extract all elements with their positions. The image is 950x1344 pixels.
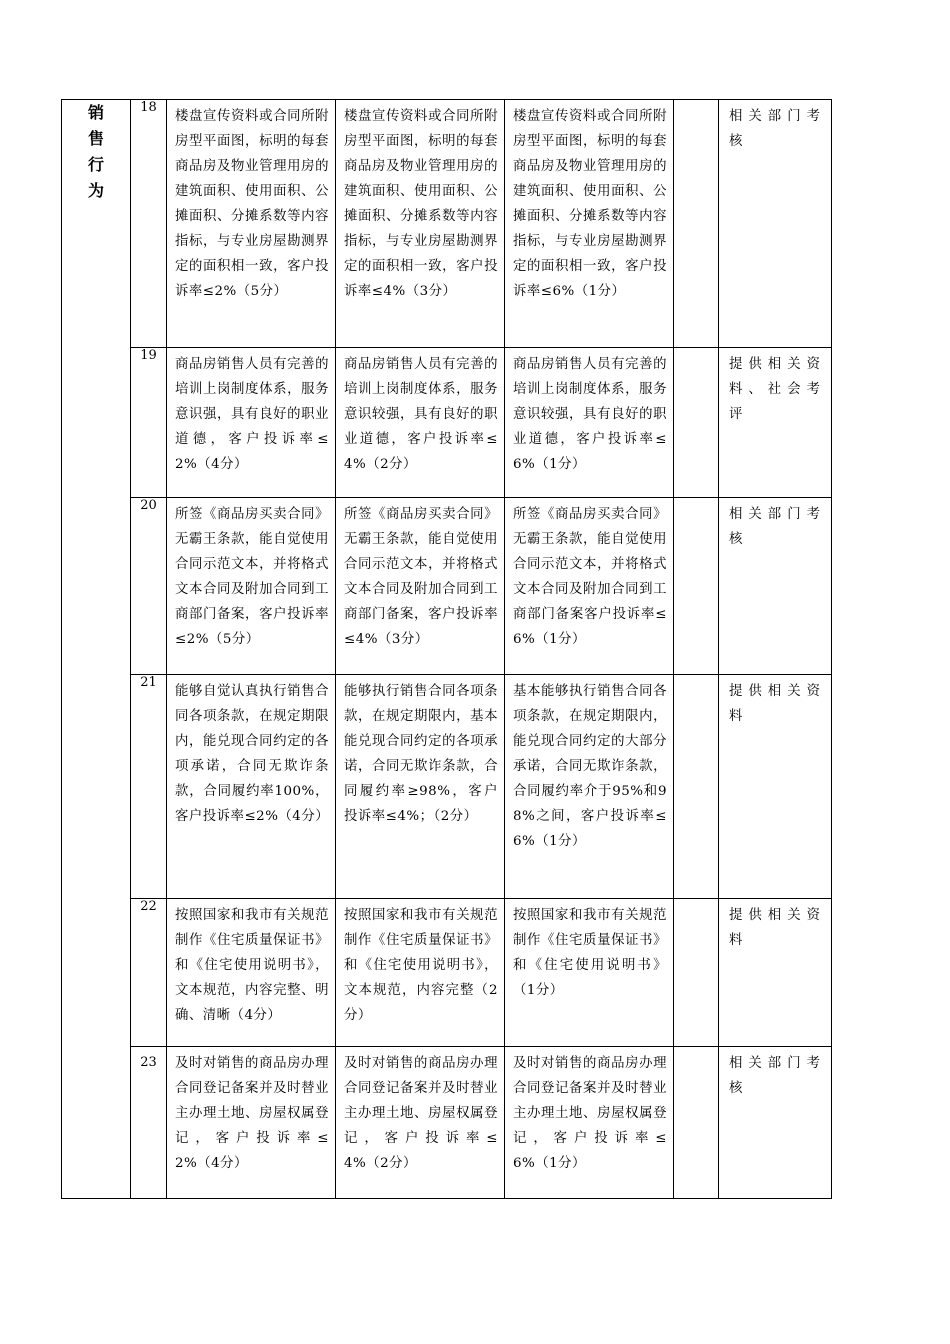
note-cell: [719, 1047, 832, 1199]
row-number: 23: [131, 1047, 167, 1199]
level1-text: 按照国家和我市有关规范制作《住宅质量保证书》和《住宅使用说明书》，文本规范，内容完整、明确、清晰（4分）: [175, 908, 329, 1023]
table-row: [62, 899, 832, 1047]
row-number: 22: [131, 899, 167, 1047]
level2-text: 所签《商品房买卖合同》无霸王条款，能自觉使用合同示范文本，并将格式文本合同及附加合同到工商部门备案，客户投诉率≤4%（3分）: [344, 507, 498, 647]
level3-cell: [505, 100, 674, 348]
level3-text: 及时对销售的商品房办理合同登记备案并及时替业主办理土地、房屋权属登记，客户投诉率≤6%（1分）: [513, 1056, 667, 1171]
row-number: 18: [131, 100, 167, 348]
note-text: 相关部门考核: [729, 507, 823, 547]
level1-cell: [167, 675, 336, 899]
table-row: [62, 348, 832, 498]
level1-text: 楼盘宣传资料或合同所附房型平面图，标明的每套商品房及物业管理用房的建筑面积、使用面积、公摊面积、分摊系数等内容指标，与专业房屋勘测界定的面积相一致，客户投诉率≤2%（5分）: [175, 109, 329, 299]
level1-cell: [167, 1047, 336, 1199]
evaluation-table: [61, 99, 832, 1199]
level3-text: 按照国家和我市有关规范制作《住宅质量保证书》和《住宅使用说明书》（1分）: [513, 908, 667, 998]
table-row: [62, 100, 832, 348]
level1-cell: [167, 100, 336, 348]
row-number: 20: [131, 498, 167, 675]
score-cell: [674, 675, 719, 899]
table-row: [62, 1047, 832, 1199]
level2-cell: [336, 675, 505, 899]
level3-text: 楼盘宣传资料或合同所附房型平面图，标明的每套商品房及物业管理用房的建筑面积、使用面积、公摊面积、分摊系数等内容指标，与专业房屋勘测界定的面积相一致，客户投诉率≤6%（1分）: [513, 109, 667, 299]
level1-text: 能够自觉认真执行销售合同各项条款，在规定期限内，能兑现合同约定的各项承诺，合同无欺诈条款，合同履约率100%，客户投诉率≤2%（4分）: [175, 684, 330, 824]
note-cell: [719, 899, 832, 1047]
level2-text: 按照国家和我市有关规范制作《住宅质量保证书》和《住宅使用说明书》，文本规范，内容完整（2分）: [344, 908, 498, 1023]
note-cell: [719, 498, 832, 675]
level1-cell: [167, 498, 336, 675]
note-text: 相关部门考核: [729, 109, 823, 149]
level3-cell: [505, 498, 674, 675]
level3-cell: [505, 348, 674, 498]
table-row: [62, 675, 832, 899]
level2-cell: [336, 899, 505, 1047]
level3-text: 所签《商品房买卖合同》无霸王条款，能自觉使用合同示范文本，并将格式文本合同及附加合同到工商部门备案客户投诉率≤6%（1分）: [513, 507, 667, 647]
level3-cell: [505, 1047, 674, 1199]
level1-text: 所签《商品房买卖合同》无霸王条款，能自觉使用合同示范文本，并将格式文本合同及附加合同到工商部门备案，客户投诉率≤2%（5分）: [175, 507, 329, 647]
note-text: 相关部门考核: [729, 1056, 823, 1096]
category-label: 销售行为: [87, 103, 104, 200]
level2-text: 及时对销售的商品房办理合同登记备案并及时替业主办理土地、房屋权属登记，客户投诉率≤4%（2分）: [344, 1056, 498, 1171]
level1-cell: [167, 348, 336, 498]
note-cell: [719, 100, 832, 348]
score-cell: [674, 899, 719, 1047]
level1-cell: [167, 899, 336, 1047]
note-text: 提供相关资料: [729, 908, 823, 948]
note-cell: [719, 675, 832, 899]
level2-text: 能够执行销售合同各项条款，在规定期限内，基本能兑现合同约定的各项承诺，合同无欺诈条款，合同履约率≥98%，客户投诉率≤4%；（2分）: [344, 684, 498, 824]
level2-text: 楼盘宣传资料或合同所附房型平面图，标明的每套商品房及物业管理用房的建筑面积、使用面积、公摊面积、分摊系数等内容指标，与专业房屋勘测界定的面积相一致，客户投诉率≤4%（3分）: [344, 109, 498, 299]
level2-cell: [336, 348, 505, 498]
level2-cell: [336, 498, 505, 675]
row-number: 21: [131, 675, 167, 899]
level3-cell: [505, 675, 674, 899]
level1-text: 及时对销售的商品房办理合同登记备案并及时替业主办理土地、房屋权属登记，客户投诉率≤2%（4分）: [175, 1056, 329, 1171]
level1-text: 商品房销售人员有完善的培训上岗制度体系，服务意识强，具有良好的职业道德，客户投诉率≤2%（4分）: [175, 357, 329, 472]
note-text: 提供相关资料、社会考评: [729, 357, 823, 422]
score-cell: [674, 100, 719, 348]
level3-cell: [505, 899, 674, 1047]
score-cell: [674, 498, 719, 675]
row-number: 19: [131, 348, 167, 498]
level2-cell: [336, 100, 505, 348]
note-cell: [719, 348, 832, 498]
level3-text: 基本能够执行销售合同各项条款，在规定期限内，能兑现合同约定的大部分承诺，合同无欺诈条款，合同履约率介于95%和98%之间，客户投诉率≤6%（1分）: [513, 684, 667, 849]
category-cell: [62, 100, 131, 1199]
score-cell: [674, 348, 719, 498]
level2-text: 商品房销售人员有完善的培训上岗制度体系，服务意识较强，具有良好的职业道德，客户投诉率≤4%（2分）: [344, 357, 498, 472]
level2-cell: [336, 1047, 505, 1199]
table-row: [62, 498, 832, 675]
score-cell: [674, 1047, 719, 1199]
level3-text: 商品房销售人员有完善的培训上岗制度体系，服务意识较强，具有良好的职业道德，客户投诉率≤6%（1分）: [513, 357, 667, 472]
note-text: 提供相关资料: [729, 684, 823, 724]
